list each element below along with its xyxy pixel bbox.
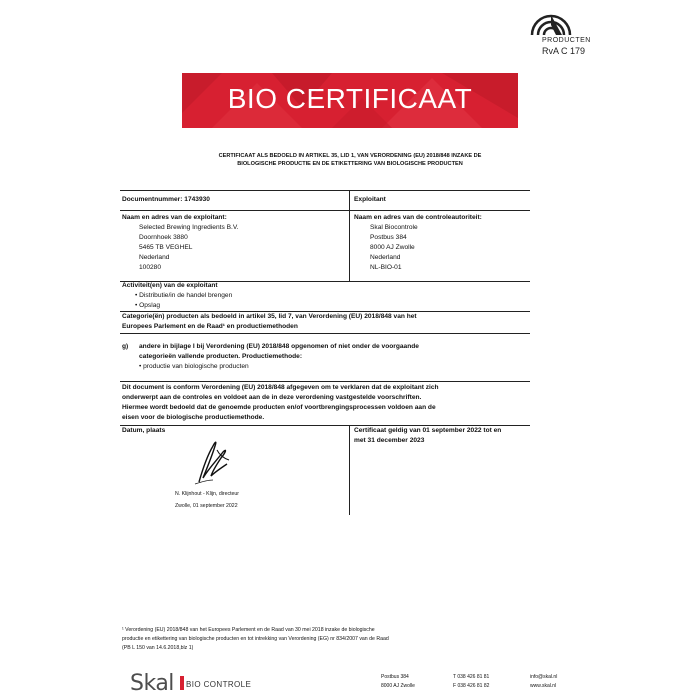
footnote-line-3: (PB L 150 van 14.6.2018,blz 1) xyxy=(122,645,194,651)
operator-country: Nederland xyxy=(139,254,170,261)
activities-label: Activiteit(en) van de exploitant xyxy=(122,282,218,289)
authority-country: Nederland xyxy=(370,254,401,261)
conformity-line-4: eisen voor de biologische productiemethode. xyxy=(122,414,265,421)
conformity-line-2: onderwerpt aan de controles en voldoet aan de in deze verordening vastgestelde voorschriften. xyxy=(122,394,422,401)
handwritten-signature-icon xyxy=(193,438,233,486)
category-g-method: • productie van biologische producten xyxy=(139,363,249,370)
operator-name: Selected Brewing Ingredients B.V. xyxy=(139,224,239,231)
footer-address-2: 8000 AJ Zwolle xyxy=(381,683,415,689)
validity-line-2: met 31 december 2023 xyxy=(354,437,425,444)
certificate-banner xyxy=(182,73,518,128)
rva-code-text: RvA C 179 xyxy=(542,46,586,56)
col-divider-upper xyxy=(349,190,350,282)
footnote-line-1: ¹ Verordening (EU) 2018/848 van het Europees Parlement en de Raad van 30 mei 2018 inzake de biologische xyxy=(122,627,375,633)
skal-logo-subtitle: BIO CONTROLE xyxy=(186,680,252,689)
rule-after-category-g xyxy=(120,381,530,382)
authority-postcode: 8000 AJ Zwolle xyxy=(370,244,415,251)
document-number: Documentnummer: 1743930 xyxy=(122,196,210,203)
authority-label: Naam en adres van de controleautoriteit: xyxy=(354,214,482,221)
categories-line-2: Europees Parlement en de Raad¹ en productiemethoden xyxy=(122,323,298,330)
rva-accreditation-logo xyxy=(520,5,591,65)
category-g-line-2: categorieën vallende producten. Productiemethode: xyxy=(139,353,303,360)
certificate-heading xyxy=(180,152,520,168)
category-g-marker: g) xyxy=(122,343,129,350)
signatory-place-date: Zwolle, 01 september 2022 xyxy=(175,503,238,509)
skal-logo-bar xyxy=(180,676,184,690)
conformity-line-3: Hiermee wordt bedoeld dat de genoemde producten en/of voortbrengingsprocessen voldoen aan de xyxy=(122,404,436,411)
col-divider-lower xyxy=(349,425,350,515)
rule-top xyxy=(120,190,530,191)
operator-label: Naam en adres van de exploitant: xyxy=(122,214,227,221)
rule-after-docnumber xyxy=(120,210,530,211)
rva-producten-text: PRODUCTEN xyxy=(542,37,591,44)
date-place-label: Datum, plaats xyxy=(122,427,166,434)
operator-postcode: 5465 TB VEGHEL xyxy=(139,244,193,251)
categories-line-1: Categorie(ën) producten als bedoeld in artikel 35, lid 7, van Verordening (EU) 2018/848 van het xyxy=(122,313,417,320)
operator-role: Exploitant xyxy=(354,196,386,203)
heading-line-1: CERTIFICAAT ALS BEDOELD IN ARTIKEL 35, LID 1, VAN VERORDENING (EU) 2018/848 INZAKE DE xyxy=(218,153,482,159)
rule-after-categories xyxy=(120,333,530,334)
heading-line-2: BIOLOGISCHE PRODUCTIE EN DE ETIKETTERING VAN BIOLOGISCHE PRODUCTEN xyxy=(237,161,463,167)
footnote-line-2: productie en etikettering van biologische producten en tot intrekking van Verordening (EG) nr 834/2007 van de Raad xyxy=(122,636,389,642)
activity-item: • Opslag xyxy=(135,302,161,309)
activity-item: • Distributie/in de handel brengen xyxy=(135,292,233,299)
footer-phone: T 038 426 81 81 xyxy=(453,674,490,680)
signatory-name: N. Klijnhout - Klijn, directeur xyxy=(175,491,240,497)
authority-code: NL-BIO-01 xyxy=(370,264,402,271)
validity-line-1: Certificaat geldig van 01 september 2022 tot en xyxy=(354,427,502,434)
footer-email[interactable]: info@skal.nl xyxy=(530,674,558,680)
footer-address-1: Postbus 384 xyxy=(381,674,409,680)
authority-postbox: Postbus 384 xyxy=(370,234,407,241)
footer-fax: F 038 426 81 82 xyxy=(453,683,490,689)
operator-id: 100280 xyxy=(139,264,162,271)
footer-website[interactable]: www.skal.nl xyxy=(530,683,557,689)
skal-logo-text: Skal xyxy=(130,671,174,696)
signature-image xyxy=(193,438,233,486)
authority-name: Skal Biocontrole xyxy=(370,224,418,231)
operator-street: Doornhoek 3880 xyxy=(139,234,188,241)
conformity-line-1: Dit document is conform Verordening (EU) 2018/848 afgegeven om te verklaren dat de exploitant zich xyxy=(122,384,439,391)
rva-emblem-icon xyxy=(526,5,576,37)
category-g-line-1: andere in bijlage I bij Verordening (EU) 2018/848 opgenomen of niet onder de voorgaande xyxy=(139,343,419,350)
banner-title: BIO CERTIFICAAT xyxy=(227,83,473,114)
